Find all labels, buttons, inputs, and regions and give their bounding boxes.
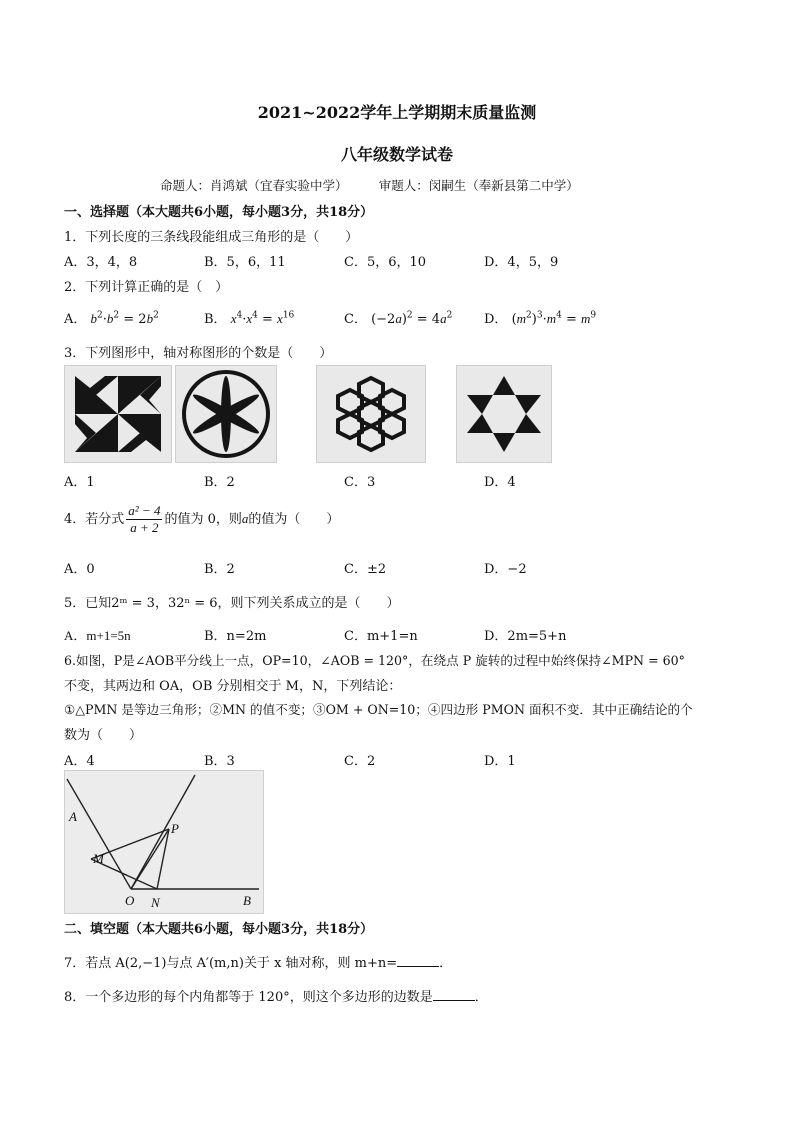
figure-circle-petals bbox=[175, 365, 277, 463]
label-N: N bbox=[151, 895, 160, 910]
q4-fraction: $\frac{\text{a² − 4}}{a + 2}$ bbox=[128, 503, 161, 535]
label-B: B bbox=[243, 893, 251, 908]
q6-line4: 数为（ ） bbox=[64, 728, 143, 743]
q6-line2: 不变，其两边和 OA，OB 分别相交于 M，N，下列结论： bbox=[64, 679, 402, 694]
q8-answer-blank bbox=[433, 1000, 475, 1001]
q7-answer-blank bbox=[397, 966, 439, 967]
q1-stem: 1．下列长度的三条线段能组成三角形的是（ ） bbox=[64, 230, 359, 245]
section1-heading: 一、选择题（本大题共6小题，每小题3分，共18分） bbox=[64, 205, 374, 220]
q1-option-a: A．3，4，8 bbox=[64, 255, 138, 270]
q6-geometry-figure bbox=[64, 770, 264, 914]
exam-title: 2021~2022学年上学期期末质量监测 bbox=[257, 103, 537, 122]
label-O: O bbox=[125, 893, 135, 908]
figure-pinwheel bbox=[64, 365, 172, 463]
q4-option-a: A．0 bbox=[64, 562, 95, 577]
authors-line: 命题人：肖鸿斌（宜春实验中学） 审题人：闵嗣生（奉新县第二中学） bbox=[160, 178, 579, 193]
q3-option-c: C．3 bbox=[344, 475, 376, 490]
q6-option-c: C．2 bbox=[344, 754, 376, 769]
q5-option-a: A．m+1=5n bbox=[64, 628, 131, 643]
q3-stem: 3．下列图形中，轴对称图形的个数是（ ） bbox=[64, 346, 333, 361]
label-P: P bbox=[171, 821, 179, 836]
q5-option-c: C．m+1=n bbox=[344, 629, 418, 644]
q2-option-c: C． $(-2a)^2 = 4a^2$ bbox=[344, 310, 453, 327]
q3-option-b: B．2 bbox=[204, 475, 235, 490]
q6-option-d: D．1 bbox=[484, 754, 516, 769]
q4-option-d: D．−2 bbox=[484, 562, 527, 577]
q3-option-a: A．1 bbox=[64, 475, 95, 490]
q8-stem: 8．一个多边形的每个内角都等于 120°，则这个多边形的边数是 ． bbox=[64, 990, 488, 1005]
q7-stem: 7．若点 A(2,−1)与点 A′(m,n)关于 x 轴对称，则 m+n= ． bbox=[64, 956, 453, 971]
label-A: A bbox=[69, 809, 77, 824]
figure-star-of-david bbox=[456, 365, 552, 463]
q5-option-b: B．n=2m bbox=[204, 629, 267, 644]
q1-option-d: D．4，5，9 bbox=[484, 255, 559, 270]
q3-option-d: D．4 bbox=[484, 475, 516, 490]
section2-heading: 二、填空题（本大题共6小题，每小题3分，共18分） bbox=[64, 922, 374, 937]
q6-line1: 6.如图，P是∠AOB平分线上一点，OP=10，∠AOB = 120°，在绕点 P 旋转的过程中始终保持∠MPN = 60° bbox=[64, 653, 685, 668]
q2-option-d: D． $(m^2)^3\cdot m^4 = m^9$ bbox=[484, 310, 597, 327]
q5-option-d: D．2m=5+n bbox=[484, 629, 567, 644]
q2-option-b: B． $x^4\cdot x^4 = x^{16}$ bbox=[204, 310, 295, 327]
figure-hexagon-rosette bbox=[316, 365, 426, 463]
q6-line3: ①△PMN 是等边三角形；②MN 的值不变；③OM + ON=10；④四边形 PMON 面积不变．其中正确结论的个 bbox=[64, 702, 693, 717]
q2-stem: 2．下列计算正确的是（ ） bbox=[64, 280, 229, 295]
q6-option-b: B．3 bbox=[204, 754, 235, 769]
q4-stem: 4．若分式 $\frac{\text{a² − 4}}{a + 2}$ 的值为 0，则a的值为（ ） bbox=[64, 503, 340, 535]
q5-stem: 5．已知2ᵐ = 3，32ⁿ = 6，则下列关系成立的是（ ） bbox=[64, 596, 400, 611]
exam-subtitle: 八年级数学试卷 bbox=[340, 145, 453, 164]
q1-option-b: B．5，6，11 bbox=[204, 255, 286, 270]
q1-option-c: C．5，6，10 bbox=[344, 255, 427, 270]
q4-option-b: B．2 bbox=[204, 562, 235, 577]
q4-option-c: C．±2 bbox=[344, 562, 387, 577]
label-M: M bbox=[93, 851, 104, 866]
q2-option-a: A． $b^2\cdot b^2 = 2b^2$ bbox=[64, 310, 159, 327]
q6-option-a: A．4 bbox=[64, 754, 95, 769]
